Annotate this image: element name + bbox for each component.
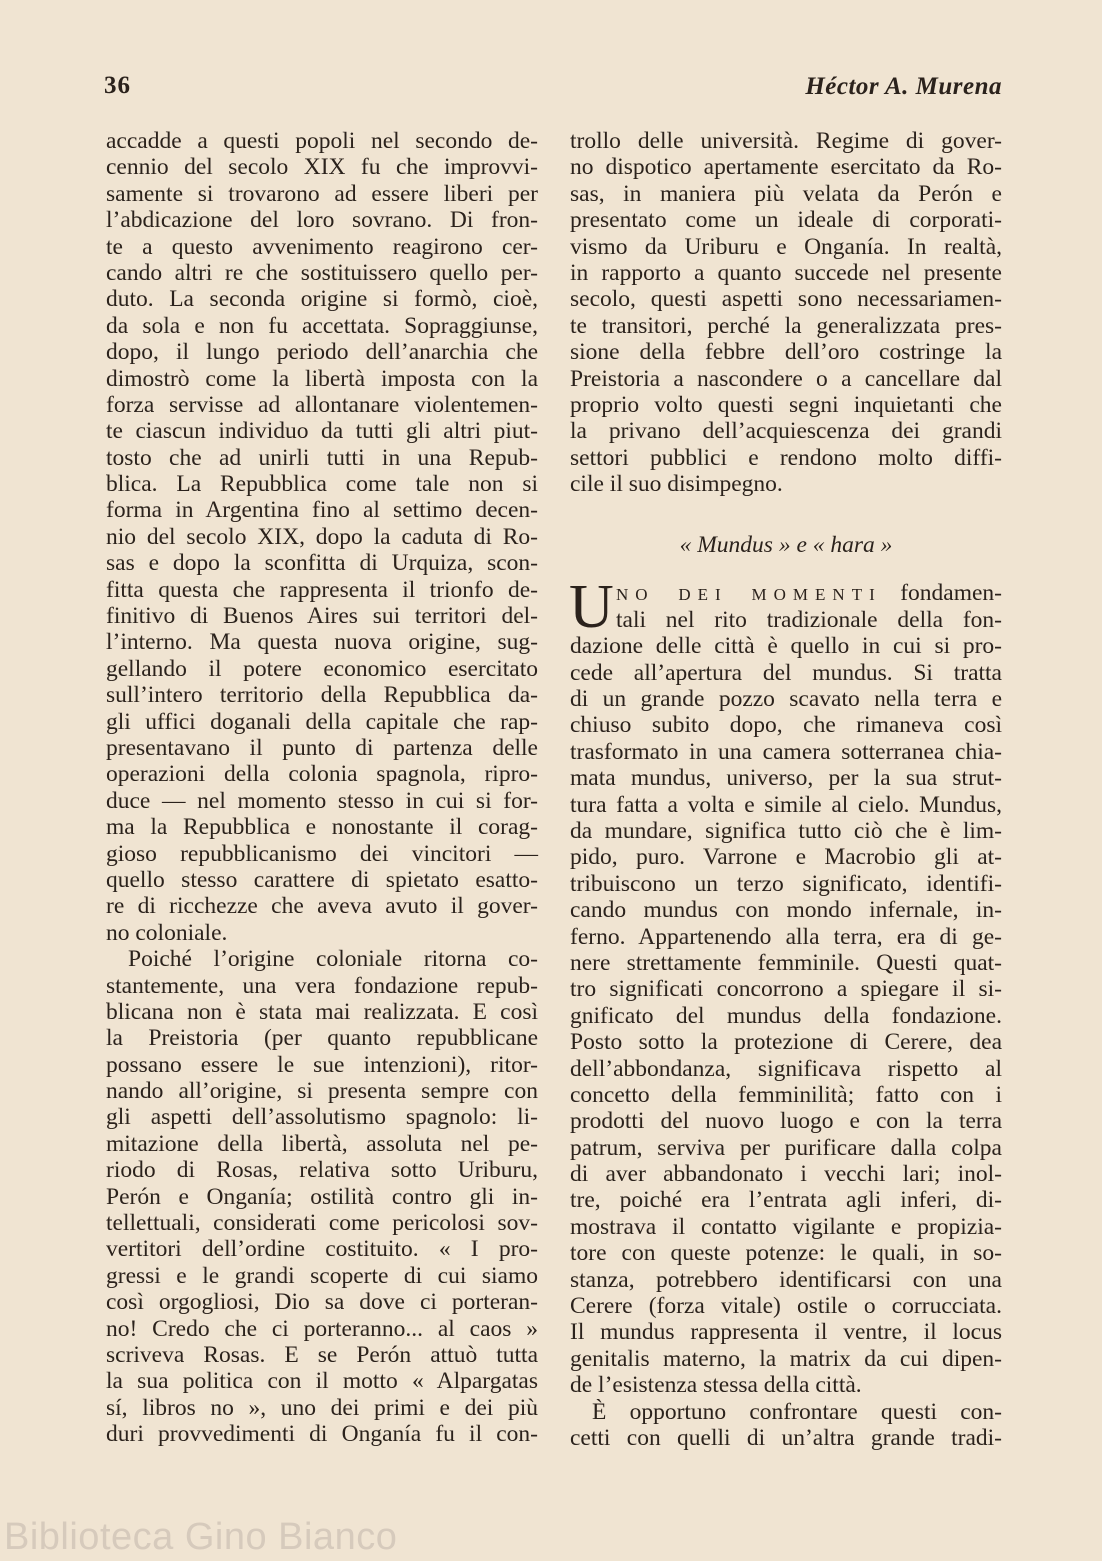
text-line: mata mundus, universo, per la sua strut-	[570, 765, 1002, 792]
text-line: blica. La Repubblica come tale non si	[106, 471, 538, 498]
text-line: tura fatta a volta e simile al cielo. Mundus,	[570, 791, 1002, 818]
text-line: cando mundus con mondo infernale, in-	[570, 897, 1002, 924]
text-line: chiuso subito dopo, che rimaneva così	[570, 712, 1002, 739]
text-line: duto. La seconda origine si formò, cioè,	[106, 286, 538, 313]
text-line: di un grande pozzo scavato nella terra e	[570, 686, 1002, 713]
text-line: re di ricchezze che aveva avuto il gover-	[106, 893, 538, 920]
text-line: Poiché l’origine coloniale ritorna co-	[128, 946, 538, 973]
text-line: trasformato in una camera sotterranea chia-	[570, 738, 1002, 765]
text-line: ferno. Appartenendo alla terra, era di ge-	[570, 923, 1002, 950]
text-line: tribuiscono un terzo significato, identifi-	[570, 870, 1002, 897]
text-line: no coloniale.	[106, 919, 228, 946]
text-line: operazioni della colonia spagnola, ripro-	[106, 761, 538, 788]
text-line: gioso repubblicanismo dei vincitori —	[106, 840, 538, 867]
text-line: l’abdicazione del loro sovrano. Di fron-	[106, 207, 538, 234]
text-line: Il mundus rappresenta il ventre, il locus	[570, 1319, 1002, 1346]
text-line: Perón e Onganía; ostilità contro gli in-	[106, 1183, 538, 1210]
text-line: gli aspetti dell’assolutismo spagnolo: li-	[106, 1104, 538, 1131]
text-line: ma la Repubblica e nonostante il corag-	[106, 814, 538, 841]
text-line: Cerere (forza vitale) ostile o corrucciata.	[570, 1293, 1002, 1320]
text-line: tellettuali, considerati come pericolosi sov-	[106, 1210, 538, 1237]
text-line: Preistoria a nascondere o a cancellare dal	[570, 365, 1002, 392]
text-line: te a questo avvenimento reagirono cer-	[106, 233, 538, 260]
text-line: sull’intero territorio della Repubblica da-	[106, 682, 538, 709]
text-line: no dispotico apertamente esercitato da Ro-	[570, 154, 1002, 181]
text-line: gnificato del mundus della fondazione.	[570, 1002, 1002, 1029]
text-line: duce — nel momento stesso in cui si for-	[106, 787, 538, 814]
text-line: prodotti del nuovo luogo e con la terra	[570, 1108, 1002, 1135]
text-line: da mundare, significa tutto ciò che è lim-	[570, 817, 1002, 844]
text-line: dazione delle città è quello in cui si pro-	[570, 633, 1002, 660]
text-line: trollo delle università. Regime di gover-	[570, 128, 1002, 154]
text-line: È opportuno confrontare questi con-	[592, 1398, 1002, 1425]
text-line: dopo, il lungo periodo dell’anarchia che	[106, 339, 538, 366]
section-first-line: NO DEI MOMENTI fondamen-	[616, 580, 1002, 607]
text-line: scriveva Rosas. E se Perón attuò tutta	[106, 1341, 538, 1368]
right-column-top-text	[570, 128, 1002, 497]
text-line: stantemente, una vera fondazione repub-	[106, 972, 538, 999]
page-number: 36	[104, 72, 131, 99]
text-line: te transitori, perché la generalizzata pres-	[570, 312, 1002, 339]
text-line: duri provvedimenti di Onganía fu il con-	[106, 1421, 538, 1448]
text-line: fitta questa che rappresenta il trionfo de-	[106, 576, 538, 603]
text-line: sione della febbre dell’oro costringe la	[570, 339, 1002, 366]
text-line: genitalis materno, la matrix da cui dipen-	[570, 1345, 1002, 1372]
text-line: tre, poiché era l’entrata agli inferi, di-	[570, 1187, 1002, 1214]
running-head: Héctor A. Murena	[805, 73, 1002, 100]
text-line: gellando il potere economico esercitato	[106, 655, 538, 682]
text-line: te ciascun individuo da tutti gli altri piut-	[106, 418, 538, 445]
text-line: forma in Argentina fino al settimo decen-	[106, 497, 538, 524]
text-line: possano essere le sue intenzioni), ritor-	[106, 1051, 538, 1078]
text-line: cando altri re che sostituissero quello per-	[106, 259, 538, 286]
text-line: nere strettamente femminile. Questi quat-	[570, 949, 1002, 976]
text-line: sí, libros no », uno dei primi e dei più	[106, 1394, 538, 1421]
text-line: mitazione della libertà, assoluta nel pe-	[106, 1130, 538, 1157]
text-line: cennio del secolo XIX fu che improvvi-	[106, 154, 538, 181]
drop-cap: U	[569, 573, 614, 642]
text-line: no! Credo che ci porteranno... al caos »	[106, 1315, 538, 1342]
text-line: la sua politica con il motto « Alpargatas	[106, 1368, 538, 1395]
text-line: settori pubblici e rendono molto diffi-	[570, 444, 1002, 471]
watermark: Biblioteca Gino Bianco	[4, 1516, 398, 1558]
text-line: gli uffici doganali della capitale che rap-	[106, 708, 538, 735]
text-line: pido, puro. Varrone e Macrobio gli at-	[570, 844, 1002, 871]
text-line: concetto della femminilità; fatto con i	[570, 1081, 1002, 1108]
text-line: tali nel rito tradizionale della fon-	[616, 606, 1002, 633]
text-line: dell’abbondanza, significava rispetto al	[570, 1055, 1002, 1082]
text-line: tore con queste potenze: le quali, in so-	[570, 1240, 1002, 1267]
text-line: così orgogliosi, Dio sa dove ci porteran-	[106, 1289, 538, 1316]
text-line: nando all’origine, si presenta sempre con	[106, 1078, 538, 1105]
text-line: quello stesso carattere di spietato esatto-	[106, 866, 538, 893]
text-line: patrum, serviva per purificare dalla colpa	[570, 1134, 1002, 1161]
section-heading: « Mundus » e « hara »	[679, 532, 893, 559]
text-line: cede all’apertura del mundus. Si tratta	[570, 659, 1002, 686]
text-line: in rapporto a quanto succede nel presente	[570, 259, 1002, 286]
text-line: tosto che ad unirli tutti in una Repub-	[106, 444, 538, 471]
text-line: finitivo di Buenos Aires sui territori del-	[106, 603, 538, 630]
text-line: stanza, potrebbero identificarsi con una	[570, 1266, 1002, 1293]
text-line: vertitori dell’ordine costituito. « I pro-	[106, 1236, 538, 1263]
text-line: dimostrò come la libertà imposta con la	[106, 365, 538, 392]
text-line: accadde a questi popoli nel secondo de-	[106, 128, 538, 154]
text-line: gressi e le grandi scoperte di cui siamo	[106, 1262, 538, 1289]
text-line: Posto sotto la protezione di Cerere, dea	[570, 1029, 1002, 1056]
text-line: presentato come un ideale di corporati-	[570, 207, 1002, 234]
text-line: da sola e non fu accettata. Sopraggiunse,	[106, 312, 538, 339]
text-line: la privano dell’acquiescenza dei grandi	[570, 418, 1002, 445]
text-line: proprio volto questi segni inquietanti che	[570, 391, 1002, 418]
text-line: forza servisse ad allontanare violentemen-	[106, 391, 538, 418]
text-line: vismo da Uriburu e Onganía. In realtà,	[570, 233, 1002, 260]
text-line: de l’esistenza stessa della città.	[570, 1372, 862, 1399]
text-line: cile il suo disimpegno.	[570, 471, 783, 498]
text-line: riodo di Rosas, relativa sotto Uriburu,	[106, 1157, 538, 1184]
right-column	[570, 128, 1002, 1451]
text-line: sas e dopo la sconfitta di Urquiza, scon-	[106, 550, 538, 577]
text-line: la Preistoria (per quanto repubblicane	[106, 1025, 538, 1052]
text-line: l’interno. Ma questa nuova origine, sug-	[106, 629, 538, 656]
text-line: samente si trovarono ad essere liberi per	[106, 180, 538, 207]
small-caps-opening: NO DEI MOMENTI	[616, 585, 882, 605]
text-line: presentavano il punto di partenza delle	[106, 734, 538, 761]
text-line: mostrava il contatto vigilante e propizia-	[570, 1213, 1002, 1240]
text-line: nio del secolo XIX, dopo la caduta di Ro-	[106, 523, 538, 550]
text-line: blicana non è stata mai realizzata. E così	[106, 998, 538, 1025]
left-column	[106, 128, 538, 1448]
text-line: cetti con quelli di un’altra grande tradi-	[570, 1424, 1002, 1451]
text-line: sas, in maniera più velata da Perón e	[570, 180, 1002, 207]
text-line: di aver abbandonato i vecchi lari; inol-	[570, 1161, 1002, 1188]
text-line: tro significati concorrono a spiegare il si-	[570, 976, 1002, 1003]
text-line: secolo, questi aspetti sono necessariamen-	[570, 286, 1002, 313]
section-body	[569, 573, 1002, 1451]
